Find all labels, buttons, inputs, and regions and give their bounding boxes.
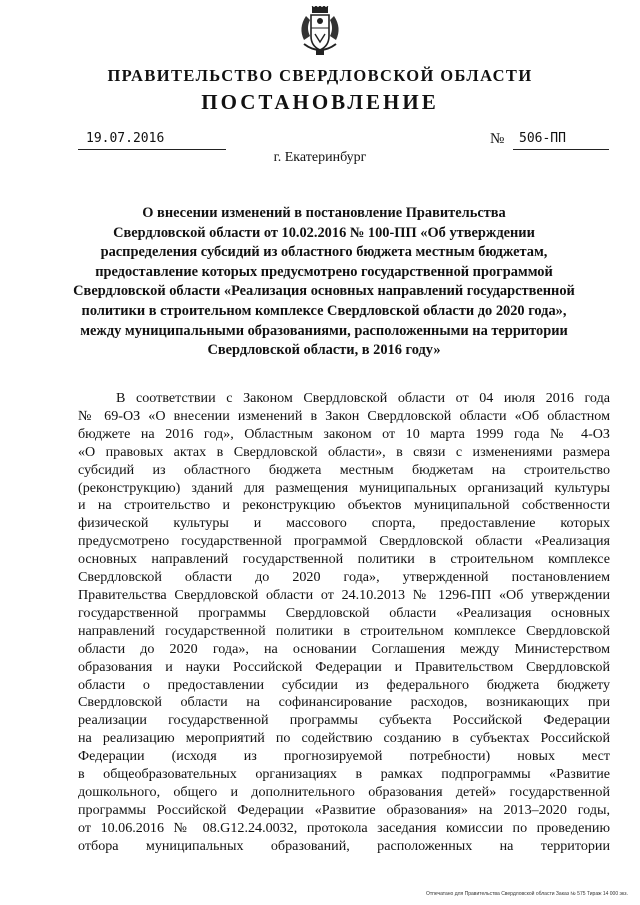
body-line: в общеобразовательных организациях в рамках подпрограммы «Развитие [78, 766, 610, 783]
title-line: О внесении изменений в постановление Правительства [142, 205, 506, 221]
print-footer: Отпечатано для Правительства Свердловской области Заказ № 575 Тираж 14 000 экз. [426, 891, 628, 897]
body-line: на реализацию мероприятий по содействию созданию в субъектах Российской [78, 730, 610, 747]
body-line: программы Российской Федерации «Развитие образования» на 2013–2020 годы, [78, 801, 610, 818]
title-line: политики в строительном комплексе Свердловской области до 2020 года», [81, 302, 567, 319]
body-text [78, 390, 610, 856]
body-line: и на строительство и реконструкцию объектов муниципальной собственности [78, 497, 610, 514]
body-line: Федерации (исходя из прогнозируемой потребности) новых мест [78, 748, 610, 765]
number-sign: № [490, 131, 505, 147]
decree-number: 506-ПП [513, 131, 609, 150]
body-line: субсидий из областного бюджета местным бюджетам на строительство [78, 461, 610, 478]
body-line: (реконструкцию) зданий для размещения муниципальных организаций культуры [78, 479, 610, 496]
body-line: основных направлений государственной политики в строительном комплексе [78, 551, 610, 568]
title-line: Свердловской области «Реализация основных направлений государственной [73, 283, 575, 300]
city: г. Екатеринбург [273, 150, 367, 165]
body-line: области о предоставлении субсидии из федерального бюджета бюджету [78, 676, 610, 693]
body-line: реализации государственной программы субъекта Российской Федерации [78, 712, 610, 729]
body-line: Свердловской области до 2020 года», утвержденной постановлением [78, 569, 610, 586]
body-line: отбора муниципальных образований, расположенных на территории [78, 837, 610, 854]
body-line: бюджете на 2016 год», Областным законом от 10 марта 1999 года № 4-ОЗ [78, 425, 610, 442]
body-line: образования и науки Российской Федерации и Правительством Свердловской [78, 658, 610, 675]
body-line: физической культуры и массового спорта, предоставление которых [78, 515, 610, 532]
title-line: предоставление которых предусмотрено государственной программой [95, 263, 553, 280]
body-line: «О правовых актах в Свердловской области», в связи с изменениями размера [78, 443, 610, 460]
body-line: Свердловской области на софинансирование расходов, возникающих при [78, 694, 610, 711]
body-line: № 69-ОЗ «О внесении изменений в Закон Свердловской области «Об областном [78, 407, 610, 424]
coat-of-arms-icon [294, 6, 346, 58]
title-line: между муниципальными образованиями, расположенными на территории [80, 322, 568, 339]
government-name: ПРАВИТЕЛЬСТВО СВЕРДЛОВСКОЙ ОБЛАСТИ [107, 66, 533, 85]
title-line: Свердловской области от 10.02.2016 № 100-ПП «Об утверждении [113, 224, 535, 241]
body-line: направлений государственной политики в строительном комплексе Свердловской [78, 622, 610, 639]
title-line: распределения субсидий из областного бюджета местным бюджетам, [100, 244, 548, 261]
decree-date: 19.07.2016 [78, 131, 226, 150]
body-line: области до 2020 года», на основании Соглашения между Министерством [78, 640, 610, 657]
body-line: дошкольного, общего и дополнительного образования детей» государственной [78, 783, 610, 800]
decree-title [70, 204, 578, 361]
body-line: В соответствии с Законом Свердловской области от 04 июля 2016 года [116, 390, 610, 406]
body-line: предусмотрено государственной программой Свердловской области «Реализация [78, 533, 610, 550]
document-type: ПОСТАНОВЛЕНИЕ [201, 90, 439, 114]
body-line: Правительства Свердловской области от 24.10.2013 № 1296-ПП «Об утверждении [78, 586, 610, 603]
body-line: от 10.06.2016 № 08.G12.24.0032, протокола заседания комиссии по проведению [78, 819, 610, 836]
body-line: государственной программы Свердловской области «Реализация основных [78, 604, 610, 621]
title-line: Свердловской области, в 2016 году» [207, 342, 441, 359]
